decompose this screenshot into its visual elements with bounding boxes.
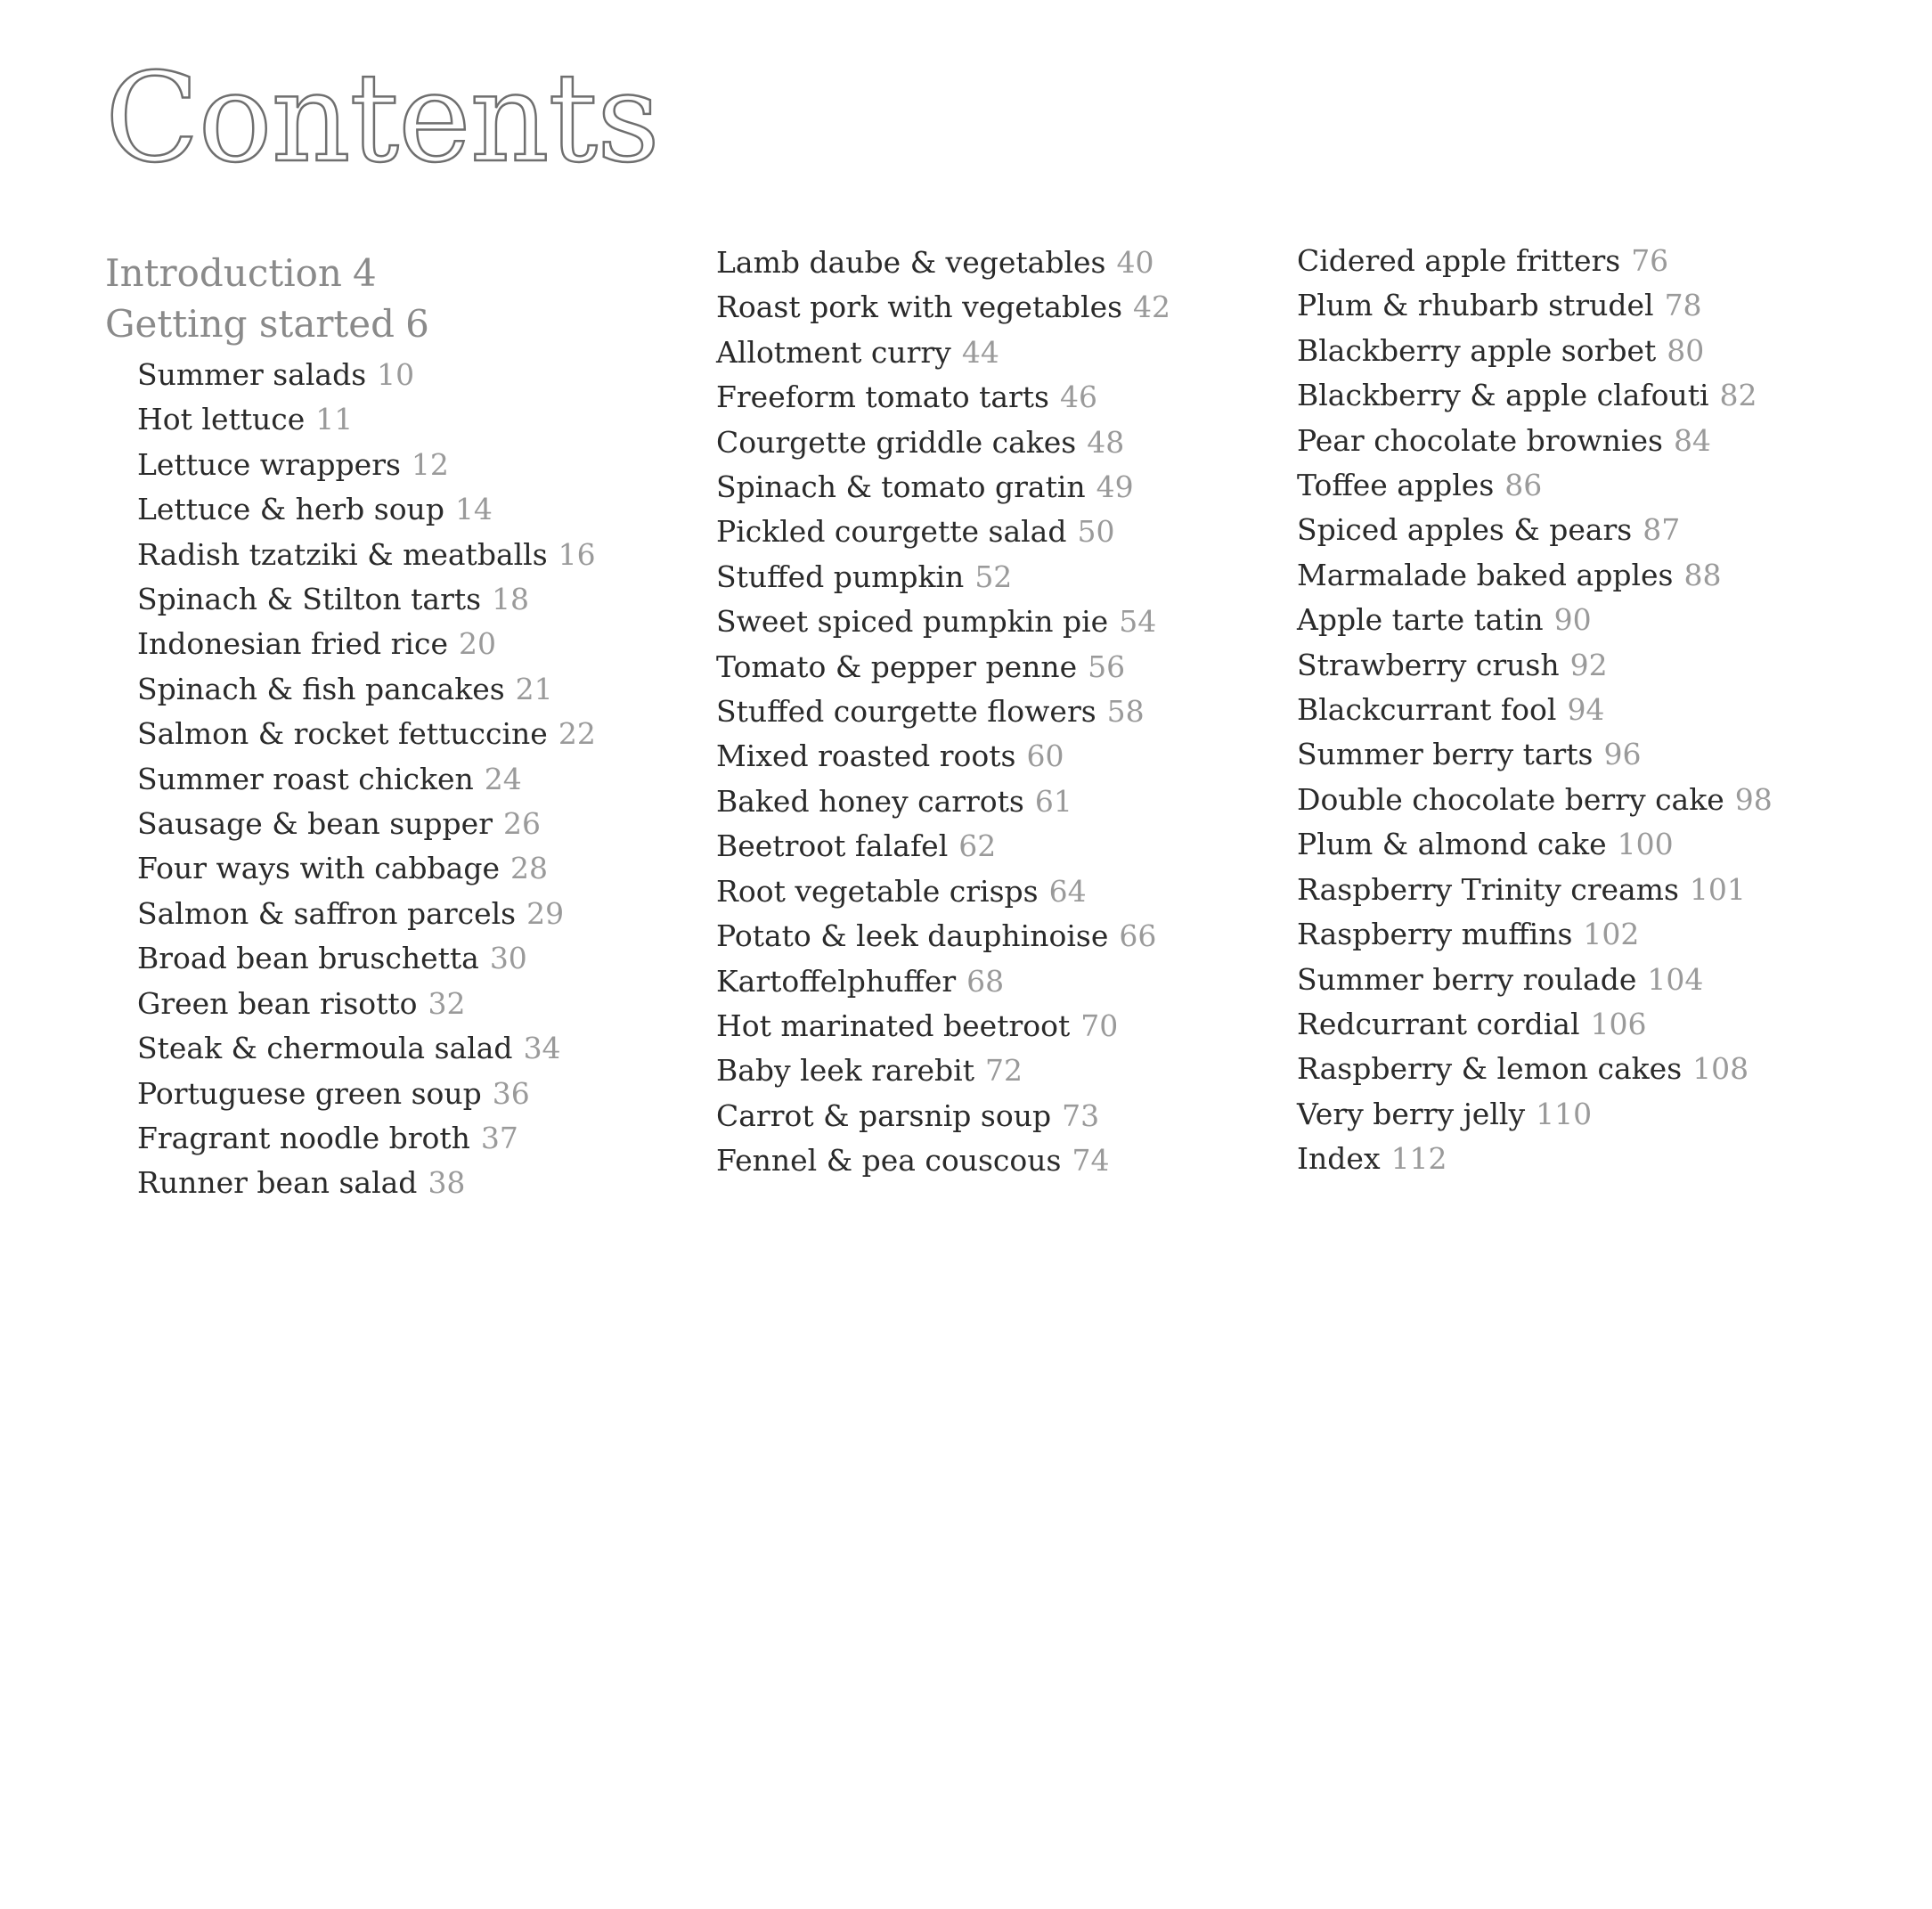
- toc-entry[interactable]: [1297, 912, 1773, 957]
- entry-label: Indonesian fried rice: [137, 626, 448, 662]
- entry-label: Plum & almond cake: [1297, 827, 1607, 862]
- entry-label: Potato & leek dauphinoise: [716, 918, 1109, 954]
- toc-entry[interactable]: [137, 397, 596, 442]
- entry-label: Hot marinated beetroot: [716, 1008, 1071, 1043]
- entry-page-number: 104: [1647, 961, 1704, 997]
- toc-entry[interactable]: [716, 689, 1170, 734]
- toc-entry[interactable]: [137, 936, 596, 981]
- toc-entry[interactable]: [716, 420, 1170, 465]
- contents-column-1: [105, 248, 596, 1206]
- toc-entry[interactable]: [716, 1048, 1170, 1093]
- entry-label: Portuguese green soup: [137, 1075, 482, 1111]
- toc-entry[interactable]: [137, 622, 596, 666]
- toc-entry[interactable]: [137, 533, 596, 577]
- entry-label: Lettuce & herb soup: [137, 492, 444, 527]
- toc-entry[interactable]: [716, 1004, 1170, 1048]
- entry-label: Raspberry muffins: [1297, 917, 1573, 952]
- toc-entry[interactable]: [1297, 1047, 1773, 1091]
- entry-label: Apple tarte tatin: [1297, 602, 1544, 638]
- entry-label: Introduction: [105, 251, 342, 295]
- entry-page-number: 34: [523, 1031, 561, 1066]
- toc-entry[interactable]: [716, 241, 1170, 285]
- toc-main-entry[interactable]: [105, 298, 596, 349]
- toc-entry[interactable]: [716, 285, 1170, 330]
- toc-entry[interactable]: [1297, 373, 1773, 418]
- entry-page-number: 82: [1719, 378, 1757, 413]
- entry-page-number: 88: [1683, 557, 1722, 592]
- contents-column-2: [716, 241, 1170, 1184]
- entry-page-number: 24: [484, 761, 522, 796]
- entry-label: Summer roast chicken: [137, 761, 474, 796]
- entry-page-number: 6: [405, 302, 429, 346]
- entry-label: Salmon & saffron parcels: [137, 895, 517, 931]
- toc-entry[interactable]: [716, 600, 1170, 644]
- entry-page-number: 18: [492, 582, 530, 617]
- entry-page-number: 94: [1567, 692, 1605, 728]
- toc-entry[interactable]: [1297, 732, 1773, 777]
- toc-entry[interactable]: [716, 375, 1170, 420]
- toc-entry[interactable]: [1297, 329, 1773, 373]
- toc-entry[interactable]: [716, 779, 1170, 824]
- entry-label: Spinach & Stilton tarts: [137, 582, 482, 617]
- entry-label: Freeform tomato tarts: [716, 379, 1049, 415]
- toc-entry[interactable]: [137, 353, 596, 397]
- entry-page-number: 48: [1087, 424, 1125, 460]
- entry-page-number: 26: [502, 806, 541, 842]
- entry-page-number: 78: [1664, 288, 1702, 323]
- entry-label: Marmalade baked apples: [1297, 557, 1674, 592]
- entry-page-number: 101: [1689, 871, 1746, 907]
- entry-label: Raspberry Trinity creams: [1297, 871, 1679, 907]
- entry-label: Stuffed courgette flowers: [716, 694, 1096, 730]
- entry-page-number: 37: [480, 1120, 518, 1155]
- entry-label: Very berry jelly: [1297, 1096, 1526, 1131]
- page-title: Contents: [105, 46, 659, 190]
- toc-entry[interactable]: [137, 892, 596, 936]
- entry-page-number: 36: [492, 1075, 530, 1111]
- entry-label: Green bean risotto: [137, 985, 418, 1021]
- entry-page-number: 42: [1133, 290, 1171, 325]
- entry-label: Sausage & bean supper: [137, 806, 493, 842]
- entry-label: Strawberry crush: [1297, 647, 1560, 682]
- entry-page-number: 76: [1631, 243, 1669, 278]
- toc-entry[interactable]: [716, 510, 1170, 554]
- entry-page-number: 96: [1603, 737, 1642, 772]
- entry-page-number: 29: [526, 895, 565, 931]
- toc-entry[interactable]: [137, 443, 596, 487]
- entry-page-number: 14: [454, 492, 493, 527]
- entry-label: Tomato & pepper penne: [716, 649, 1078, 684]
- entry-page-number: 50: [1077, 514, 1115, 550]
- toc-entry[interactable]: [716, 959, 1170, 1004]
- entry-label: Baked honey carrots: [716, 783, 1024, 819]
- entry-page-number: 80: [1667, 332, 1705, 368]
- entry-page-number: 106: [1590, 1006, 1647, 1041]
- entry-label: Plum & rhubarb strudel: [1297, 288, 1654, 323]
- entry-label: Double chocolate berry cake: [1297, 781, 1724, 817]
- entry-label: Kartoffelphuffer: [716, 963, 957, 999]
- toc-entry[interactable]: [137, 1072, 596, 1116]
- entry-page-number: 16: [558, 536, 596, 572]
- entry-label: Cidered apple fritters: [1297, 243, 1621, 278]
- toc-entry[interactable]: [716, 330, 1170, 375]
- recipe-list: [1297, 239, 1773, 1182]
- entry-label: Root vegetable crisps: [716, 873, 1039, 909]
- entry-page-number: 12: [411, 446, 449, 482]
- entry-page-number: 100: [1617, 827, 1674, 862]
- entry-label: Lamb daube & vegetables: [716, 245, 1106, 280]
- recipe-list: [137, 353, 596, 1206]
- entry-label: Spinach & tomato gratin: [716, 469, 1086, 505]
- entry-page-number: 11: [315, 402, 354, 437]
- toc-entry[interactable]: [137, 757, 596, 802]
- toc-entry[interactable]: [716, 645, 1170, 689]
- entry-label: Fennel & pea couscous: [716, 1143, 1062, 1179]
- toc-entry[interactable]: [1297, 419, 1773, 463]
- toc-entry[interactable]: [137, 577, 596, 622]
- entry-label: Summer salads: [137, 357, 367, 392]
- entry-label: Index: [1297, 1141, 1381, 1177]
- entry-page-number: 64: [1048, 873, 1087, 909]
- entry-label: Stuffed pumpkin: [716, 559, 965, 594]
- entry-page-number: 102: [1583, 917, 1640, 952]
- toc-entry[interactable]: [137, 712, 596, 756]
- entry-label: Lettuce wrappers: [137, 446, 401, 482]
- toc-entry[interactable]: [716, 734, 1170, 779]
- entry-label: Sweet spiced pumpkin pie: [716, 604, 1109, 640]
- entry-page-number: 54: [1119, 604, 1157, 640]
- toc-entry[interactable]: [716, 1094, 1170, 1138]
- entry-label: Redcurrant cordial: [1297, 1006, 1580, 1041]
- toc-entry[interactable]: [1297, 643, 1773, 688]
- entry-page-number: 66: [1119, 918, 1157, 954]
- toc-entry[interactable]: [137, 487, 596, 532]
- toc-entry[interactable]: [716, 1138, 1170, 1183]
- entry-page-number: 32: [428, 985, 466, 1021]
- entry-page-number: 10: [377, 357, 415, 392]
- toc-entry[interactable]: [1297, 688, 1773, 732]
- toc-entry[interactable]: [1297, 463, 1773, 508]
- entry-page-number: 72: [984, 1053, 1023, 1089]
- entry-page-number: 56: [1088, 649, 1126, 684]
- entry-page-number: 90: [1553, 602, 1592, 638]
- toc-entry[interactable]: [137, 846, 596, 891]
- entry-page-number: 46: [1060, 379, 1097, 415]
- toc-entry[interactable]: [137, 667, 596, 712]
- entry-page-number: 70: [1080, 1008, 1119, 1043]
- entry-page-number: 30: [489, 941, 527, 976]
- entry-label: Four ways with cabbage: [137, 851, 501, 886]
- entry-page-number: 20: [459, 626, 496, 662]
- toc-entry[interactable]: [1297, 553, 1773, 598]
- entry-label: Blackberry & apple clafouti: [1297, 378, 1709, 413]
- entry-page-number: 110: [1536, 1096, 1593, 1131]
- toc-entry[interactable]: [137, 982, 596, 1026]
- contents-column-3: [1297, 239, 1773, 1182]
- toc-entry[interactable]: [1297, 1092, 1773, 1137]
- entry-page-number: 86: [1504, 468, 1543, 503]
- entry-label: Allotment curry: [716, 334, 951, 370]
- entry-page-number: 38: [428, 1165, 466, 1201]
- entry-label: Courgette griddle cakes: [716, 424, 1077, 460]
- entry-label: Mixed roasted roots: [716, 738, 1016, 774]
- toc-entry[interactable]: [716, 824, 1170, 869]
- entry-page-number: 92: [1569, 647, 1608, 682]
- entry-label: Getting started: [105, 302, 395, 346]
- entry-label: Roast pork with vegetables: [716, 290, 1123, 325]
- toc-entry[interactable]: [716, 869, 1170, 914]
- toc-entry[interactable]: [1297, 778, 1773, 822]
- toc-entry[interactable]: [716, 555, 1170, 600]
- toc-entry[interactable]: [716, 914, 1170, 959]
- entry-label: Spinach & fish pancakes: [137, 671, 505, 706]
- entry-label: Blackcurrant fool: [1297, 692, 1557, 728]
- toc-entry[interactable]: [137, 1026, 596, 1071]
- entry-page-number: 58: [1106, 694, 1145, 730]
- toc-entry[interactable]: [1297, 958, 1773, 1002]
- entry-page-number: 68: [966, 963, 1005, 999]
- toc-entry[interactable]: [1297, 239, 1773, 283]
- entry-page-number: 40: [1116, 245, 1154, 280]
- entry-page-number: 84: [1673, 422, 1711, 458]
- entry-label: Beetroot falafel: [716, 828, 949, 864]
- toc-entry[interactable]: [1297, 1137, 1773, 1181]
- entry-label: Hot lettuce: [137, 402, 306, 437]
- entry-label: Pear chocolate brownies: [1297, 422, 1663, 458]
- entry-page-number: 98: [1734, 781, 1773, 817]
- entry-page-number: 108: [1692, 1051, 1749, 1087]
- toc-entry[interactable]: [137, 802, 596, 846]
- entry-label: Raspberry & lemon cakes: [1297, 1051, 1683, 1087]
- toc-entry[interactable]: [716, 465, 1170, 510]
- toc-entry[interactable]: [1297, 1002, 1773, 1047]
- entry-label: Blackberry apple sorbet: [1297, 332, 1657, 368]
- entry-label: Carrot & parsnip soup: [716, 1097, 1052, 1133]
- recipe-list: [716, 241, 1170, 1184]
- entry-page-number: 87: [1643, 512, 1681, 548]
- entry-label: Spiced apples & pears: [1297, 512, 1633, 548]
- toc-entry[interactable]: [1297, 508, 1773, 552]
- entry-label: Salmon & rocket fettuccine: [137, 716, 548, 752]
- toc-entry[interactable]: [1297, 822, 1773, 867]
- entry-page-number: 61: [1034, 783, 1072, 819]
- entry-page-number: 52: [974, 559, 1013, 594]
- entry-label: Baby leek rarebit: [716, 1053, 974, 1089]
- entry-label: Runner bean salad: [137, 1165, 418, 1201]
- entry-page-number: 60: [1026, 738, 1064, 774]
- entry-page-number: 4: [353, 251, 377, 295]
- entry-label: Toffee apples: [1297, 468, 1495, 503]
- entry-label: Fragrant noodle broth: [137, 1120, 470, 1155]
- entry-page-number: 22: [558, 716, 596, 752]
- toc-entry[interactable]: [1297, 598, 1773, 642]
- entry-page-number: 73: [1062, 1097, 1100, 1133]
- entry-label: Radish tzatziki & meatballs: [137, 536, 548, 572]
- entry-page-number: 21: [515, 671, 553, 706]
- entry-page-number: 28: [510, 851, 549, 886]
- entry-page-number: 74: [1072, 1143, 1110, 1179]
- toc-main-entry[interactable]: [105, 248, 596, 298]
- toc-entry[interactable]: [137, 1161, 596, 1205]
- toc-entry[interactable]: [1297, 283, 1773, 328]
- entry-label: Broad bean bruschetta: [137, 941, 479, 976]
- toc-entry[interactable]: [1297, 868, 1773, 912]
- entry-page-number: 112: [1390, 1141, 1447, 1177]
- entry-page-number: 62: [958, 828, 997, 864]
- entry-label: Steak & chermoula salad: [137, 1031, 513, 1066]
- entry-label: Summer berry roulade: [1297, 961, 1637, 997]
- entry-page-number: 44: [961, 334, 999, 370]
- entry-label: Pickled courgette salad: [716, 514, 1067, 550]
- entry-page-number: 49: [1096, 469, 1134, 505]
- entry-label: Summer berry tarts: [1297, 737, 1594, 772]
- toc-entry[interactable]: [137, 1116, 596, 1161]
